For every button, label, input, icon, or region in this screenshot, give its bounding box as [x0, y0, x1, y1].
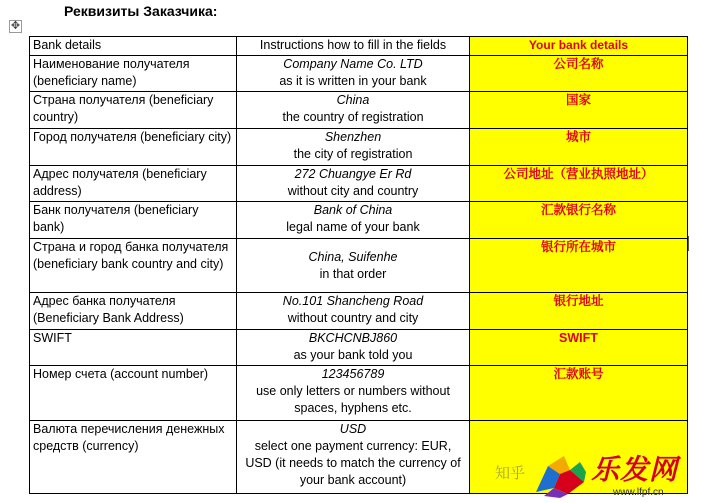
row-example: USD	[339, 422, 367, 436]
row-instruction: select one payment currency: EUR, USD (it needs to match the currency of your bank account)	[245, 439, 461, 487]
text-cursor-mark	[688, 236, 689, 251]
row-instruction: the country of registration	[282, 110, 424, 124]
row-value[interactable]: 城市	[470, 129, 688, 166]
row-instruction: without city and country	[287, 184, 419, 198]
row-label: Номер счета (account number)	[30, 366, 237, 421]
row-value[interactable]: 银行地址	[470, 293, 688, 330]
row-example: BKCHCNBJ860	[308, 331, 398, 345]
row-value[interactable]: 公司名称	[470, 56, 688, 92]
row-label: Город получателя (beneficiary city)	[30, 129, 237, 166]
row-example: Bank of China	[313, 203, 393, 217]
table-row	[30, 239, 688, 293]
row-value[interactable]: 公司地址（营业执照地址）	[470, 166, 688, 202]
row-value[interactable]: 汇款账号	[470, 366, 688, 421]
row-instruction: as it is written in your bank	[279, 74, 427, 88]
table-header-row	[30, 37, 688, 56]
header-your-bank-details: Your bank details	[470, 37, 688, 56]
row-instruction-cell	[237, 129, 470, 166]
table-move-handle-icon[interactable]: ✥	[10, 20, 21, 32]
row-label: Страна и город банка получателя (beneficiary bank country and city)	[30, 239, 237, 293]
requisites-table	[29, 36, 688, 494]
row-instruction: as your bank told you	[293, 348, 413, 362]
row-instruction: legal name of your bank	[286, 220, 420, 234]
row-example: China	[336, 93, 370, 107]
row-example: Company Name Co. LTD	[283, 57, 423, 71]
watermark-platform: 知乎	[495, 465, 526, 482]
table-row	[30, 92, 688, 129]
row-value[interactable]: SWIFT	[470, 330, 688, 366]
table-row	[30, 166, 688, 202]
row-instruction: without country and city	[287, 311, 419, 325]
watermark-url: www.lfpf.cn	[613, 487, 664, 498]
row-instruction: the city of registration	[293, 147, 413, 161]
row-instruction-cell	[237, 92, 470, 129]
row-example: China, Suifenhe	[308, 249, 398, 264]
row-label: Страна получателя (beneficiary country)	[30, 92, 237, 129]
table-row	[30, 129, 688, 166]
row-instruction: use only letters or numbers without spaces, hyphens etc.	[256, 384, 450, 415]
row-label: SWIFT	[30, 330, 237, 366]
row-label: Наименование получателя (beneficiary name)	[30, 56, 237, 92]
row-example: 123456789	[321, 367, 385, 381]
row-value[interactable]: 国家	[470, 92, 688, 129]
row-instruction-cell	[237, 366, 470, 421]
header-instructions: Instructions how to fill in the fields	[237, 37, 470, 56]
table-row	[30, 202, 688, 239]
row-instruction-cell	[237, 202, 470, 239]
table-row	[30, 56, 688, 92]
row-example: Shenzhen	[324, 130, 382, 144]
row-value[interactable]: 汇款银行名称	[470, 202, 688, 239]
row-value[interactable]: 银行所在城市	[470, 239, 688, 293]
row-instruction-cell	[237, 166, 470, 202]
table-row	[30, 293, 688, 330]
row-instruction: in that order	[319, 266, 387, 281]
row-example: No.101 Shancheng Road	[282, 294, 424, 308]
row-example: 272 Chuangye Er Rd	[294, 167, 412, 181]
row-label: Адрес банка получателя (Beneficiary Bank Address)	[30, 293, 237, 330]
row-label: Банк получателя (beneficiary bank)	[30, 202, 237, 239]
page-title: Реквизиты Заказчика:	[64, 3, 218, 19]
header-bank-details: Bank details	[30, 37, 237, 56]
watermark	[495, 450, 703, 503]
row-label: Валюта перечисления денежных средств (currency)	[30, 421, 237, 494]
watermark-logo-icon	[530, 452, 588, 498]
table-row	[30, 366, 688, 421]
row-instruction-cell	[237, 56, 470, 92]
row-instruction-cell	[237, 239, 470, 293]
row-label: Адрес получателя (beneficiary address)	[30, 166, 237, 202]
watermark-brand: 乐发网	[591, 454, 679, 485]
table-row	[30, 330, 688, 366]
row-instruction-cell	[237, 421, 470, 494]
row-instruction-cell	[237, 330, 470, 366]
row-instruction-cell	[237, 293, 470, 330]
